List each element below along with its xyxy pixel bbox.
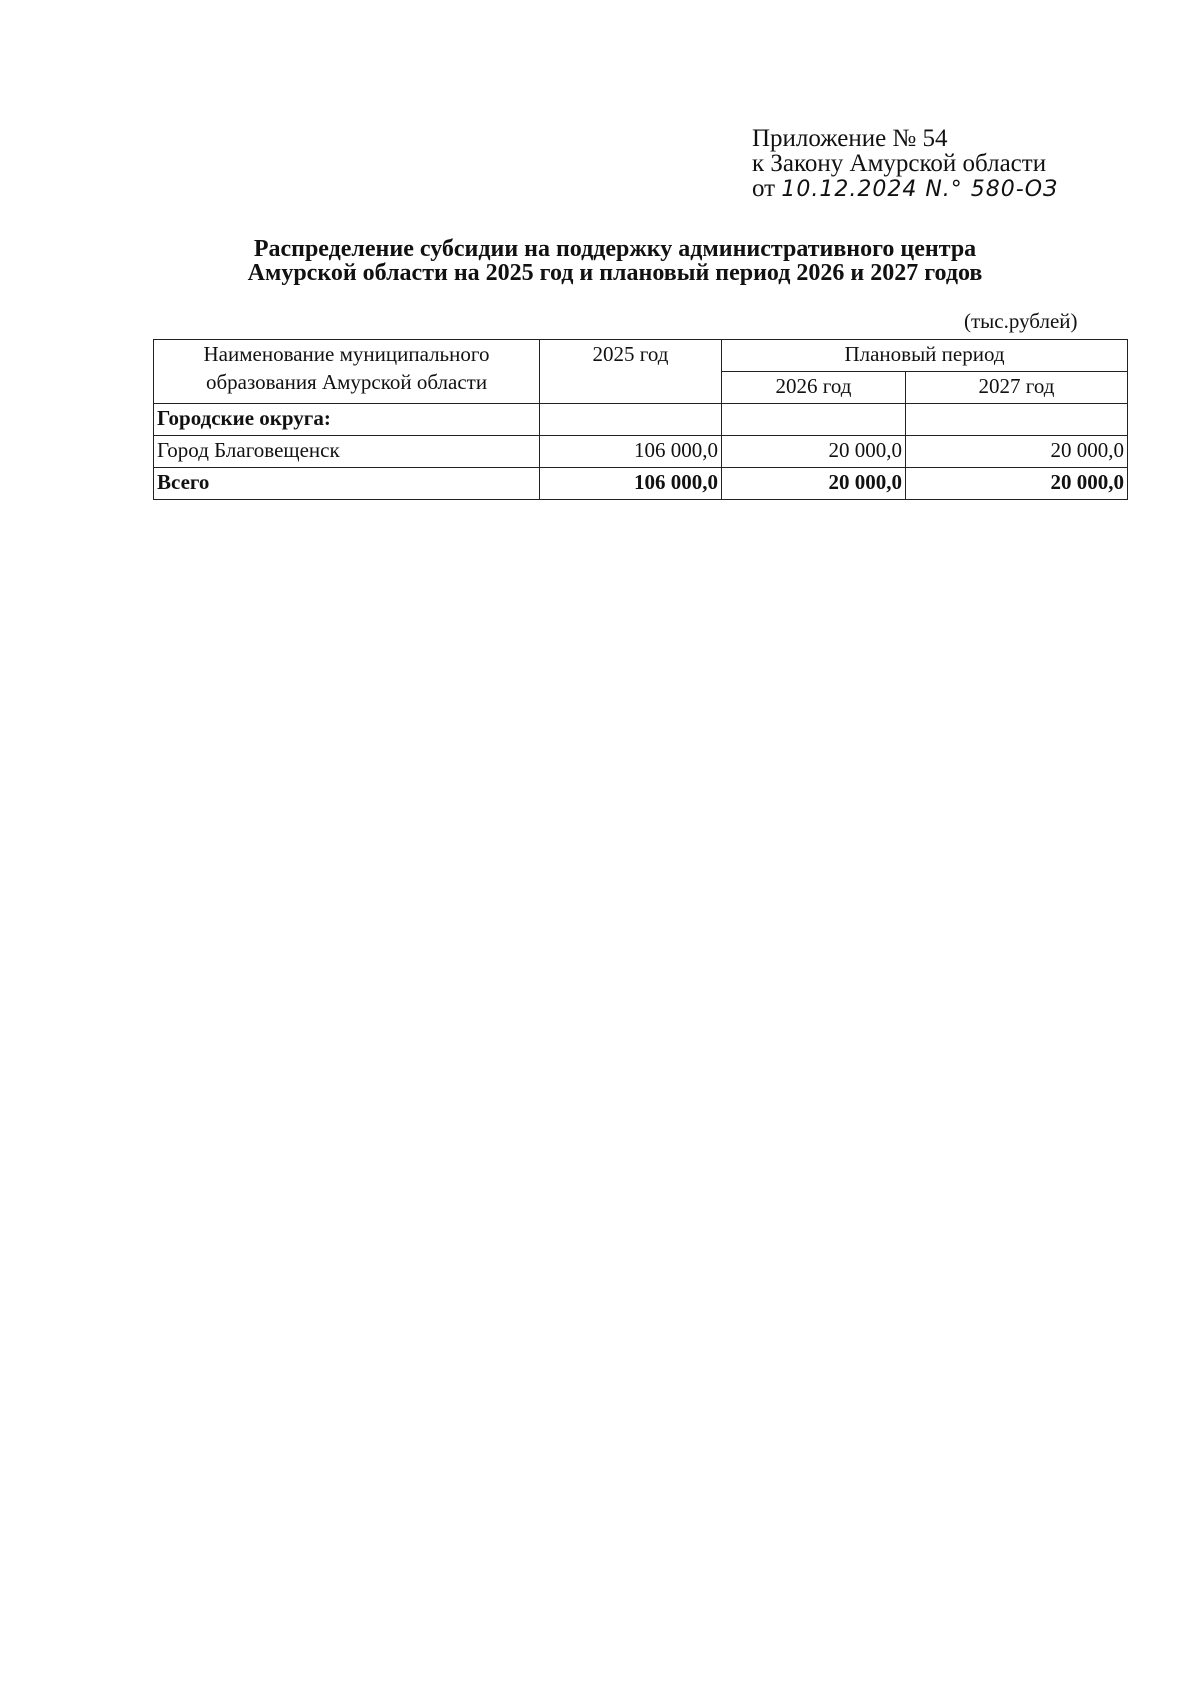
- units-label: (тыс.рублей): [964, 309, 1078, 333]
- appendix-number: Приложение № 54: [752, 125, 948, 152]
- table-header-row-1: [154, 340, 1128, 372]
- table-row: [154, 436, 1128, 468]
- section-empty-cell: [540, 404, 722, 436]
- total-value-2025: 106 000,0: [540, 468, 722, 500]
- table-total-row: [154, 468, 1128, 500]
- subsidy-table: [153, 339, 1128, 500]
- header-year-2025: 2025 год: [540, 340, 722, 404]
- row-value-2025: 106 000,0: [540, 436, 722, 468]
- row-value-2026: 20 000,0: [722, 436, 906, 468]
- document-title: [150, 237, 1080, 285]
- header-municipality: Наименование муниципального образования Амурской области: [154, 340, 540, 404]
- row-municipality-name: Город Благовещенск: [154, 436, 540, 468]
- appendix-block: [752, 126, 1058, 202]
- appendix-date-prefix: от: [752, 175, 776, 202]
- total-value-2026: 20 000,0: [722, 468, 906, 500]
- appendix-date-line: [752, 176, 1058, 202]
- section-empty-cell: [722, 404, 906, 436]
- handwritten-date-number: 10.12.2024 N.° 580-ОЗ: [781, 177, 1059, 202]
- total-label: Всего: [154, 468, 540, 500]
- title-line-1: Распределение субсидии на поддержку административного центра: [253, 236, 977, 262]
- header-year-2027: 2027 год: [906, 372, 1128, 404]
- header-planned-period: Плановый период: [722, 340, 1128, 372]
- section-label: Городские округа:: [154, 404, 540, 436]
- header-year-2026: 2026 год: [722, 372, 906, 404]
- row-value-2027: 20 000,0: [906, 436, 1128, 468]
- table-section-row: [154, 404, 1128, 436]
- appendix-law-reference: к Закону Амурской области: [752, 150, 1047, 177]
- section-empty-cell: [906, 404, 1128, 436]
- total-value-2027: 20 000,0: [906, 468, 1128, 500]
- title-line-2: Амурской области на 2025 год и плановый период 2026 и 2027 годов: [247, 260, 983, 286]
